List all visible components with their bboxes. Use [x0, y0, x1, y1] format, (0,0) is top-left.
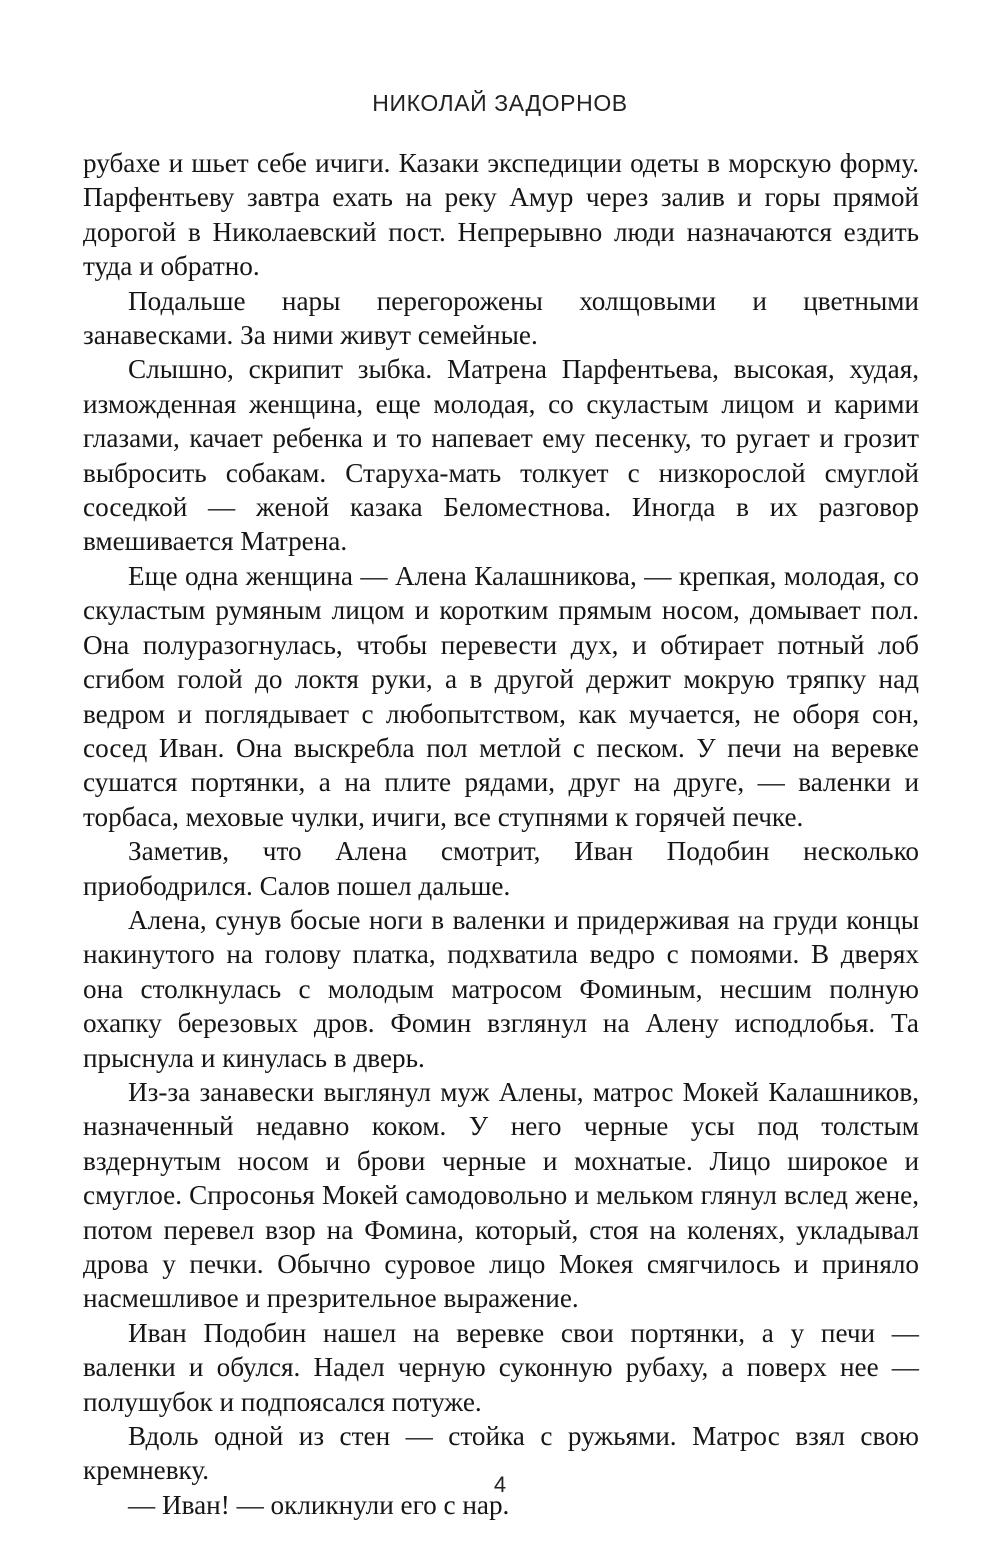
- paragraph: Иван Подобин нашел на веревке свои портянки, а у печи — валенки и обулся. Надел черную суконную рубаху, а поверх нее — полушубок и подпоясался потуже.: [83, 1317, 919, 1417]
- paragraph: Из-за занавески выглянул муж Алены, матрос Мокей Калашников, назначенный недавно коком. У него черные усы под толстым вздернутым носом и брови черные и мохнатые. Лицо широкое и смуглое. Спросонья Мокей самодовольно и мельком глянул вслед жене, потом перевел взор на Фомина, который, стоя на коленях, укладывал дрова у печки. Обычно суровое лицо Мокея смягчилось и приняло насмешливое и презрительное выражение.: [83, 1076, 919, 1314]
- paragraph: Алена, сунув босые ноги в валенки и придерживая на груди концы накинутого на голову платка, подхватила ведро с помоями. В дверях она столкнулась с молодым матросом Фоминым, несшим полную охапку березовых дров. Фомин взглянул на Алену исподлобья. Та прыснула и кинулась в дверь.: [83, 904, 919, 1073]
- paragraph-dialogue: — Иван! — окликнули его с нар.: [128, 1489, 510, 1520]
- paragraph: Вдоль одной из стен — стойка с ружьями. Матрос взял свою кремневку.: [83, 1421, 919, 1486]
- paragraph-continued: рубахе и шьет себе ичиги. Казаки экспедиции одеты в морскую форму. Парфентьеву завтра ехать на реку Амур через залив и горы прямой дорогой в Николаевский пост. Непрерывно люди назначаются ездить туда и обратно.: [83, 148, 919, 282]
- body-text: [83, 146, 919, 1522]
- page-number: 4: [493, 1472, 507, 1497]
- running-head-author: НИКОЛАЙ ЗАДОРНОВ: [372, 90, 628, 116]
- paragraph: Подальше нары перегорожены холщовыми и цветными занавесками. За ними живут семейные.: [83, 285, 919, 351]
- paragraph: Еще одна женщина — Алена Калашникова, — крепкая, молодая, со скуластым румяным лицом и коротким прямым носом, домывает пол. Она полуразогнулась, чтобы перевести дух, и обтирает потный лоб сгибом голой до локтя руки, а в другой держит мокрую тряпку над ведром и поглядывает с любопытством, как мучается, не оборя сон, сосед Иван. Она выскребла пол метлой с песком. У печи на веревке сушатся портянки, а на плите рядами, друг на друге, — валенки и торбаса, меховые чулки, ичиги, все ступнями к горячей печке.: [83, 560, 919, 832]
- paragraph: Слышно, скрипит зыбка. Матрена Парфентьева, высокая, худая, изможденная женщина, еще молодая, со скуластым лицом и карими глазами, качает ребенка и то напевает ему песенку, то ругает и грозит выбросить собакам. Старуха-мать толкует с низкорослой смуглой соседкой — женой казака Беломестнова. Иногда в их разговор вмешивается Матрена.: [83, 354, 919, 557]
- paragraph: Заметив, что Алена смотрит, Иван Подобин несколько приободрился. Салов пошел дальше.: [83, 836, 919, 901]
